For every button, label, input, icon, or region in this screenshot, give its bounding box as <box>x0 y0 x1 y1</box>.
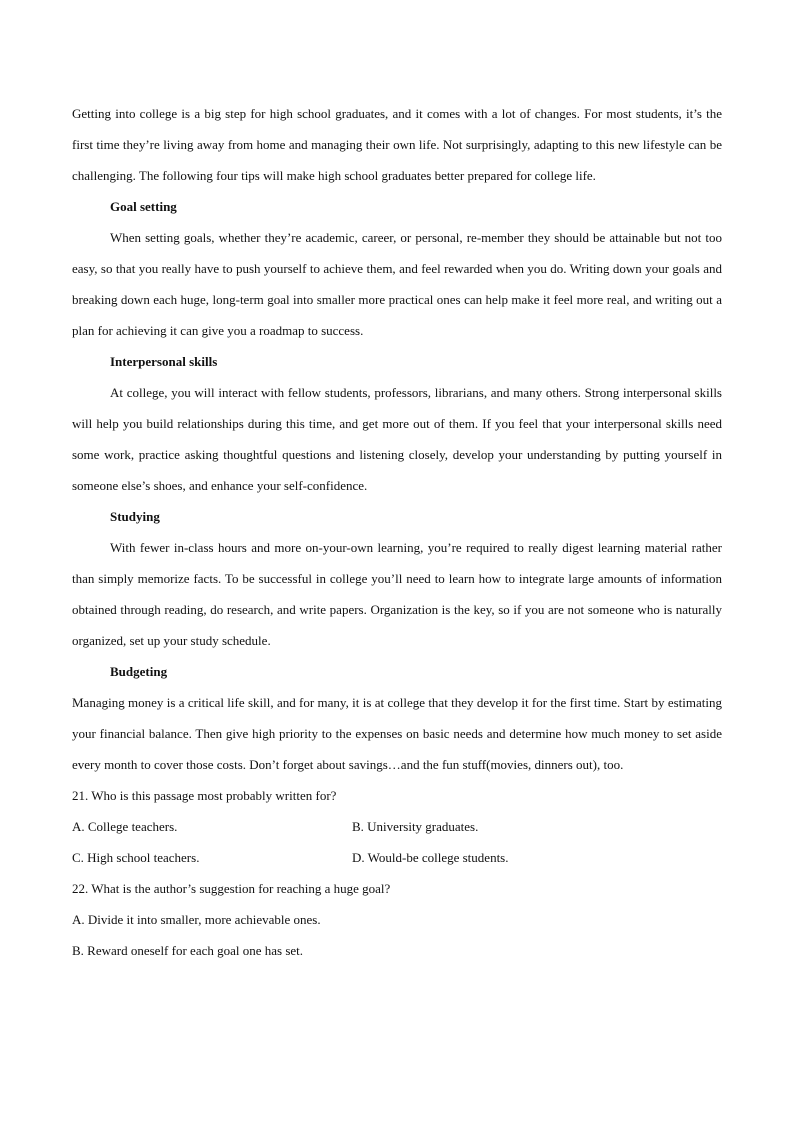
document-page <box>72 98 722 966</box>
section-body-goal-setting: When setting goals, whether they’re academic, career, or personal, re-member they should be attainable but not too easy, so that you really have to push yourself to achieve them, and feel rewarded when you do. Writing down your goals and breaking down each huge, long-term goal into smaller more practical ones can help make it feel more real, and writing out a plan for achieving it can give you a roadmap to success. <box>72 230 722 338</box>
section-heading-interpersonal-skills: Interpersonal skills <box>110 354 218 369</box>
question-21-stem: 21. Who is this passage most probably written for? <box>72 788 337 803</box>
question-21-options-row-2 <box>72 842 722 873</box>
question-22-stem: 22. What is the author’s suggestion for reaching a huge goal? <box>72 881 391 896</box>
section-body-interpersonal-skills: At college, you will interact with fellow students, professors, librarians, and many others. Strong interpersonal skills will help you build relationships during this time, and get more out of them. If you feel that your interpersonal skills need some work, practice asking thoughtful questions and listening closely, develop your understanding by putting yourself in someone else’s shoes, and enhance your self-confidence. <box>72 385 722 493</box>
question-21-options-row-1 <box>72 811 722 842</box>
question-21-option-a: A. College teachers. <box>72 819 178 834</box>
intro-paragraph: Getting into college is a big step for high school graduates, and it comes with a lot of changes. For most students, it’s the first time they’re living away from home and managing their own life. Not surprisingly, adapting to this new lifestyle can be challenging. The following four tips will make high school graduates better prepared for college life. <box>72 106 722 183</box>
question-21-option-d: D. Would-be college students. <box>352 850 509 865</box>
question-22-option-b: B. Reward oneself for each goal one has set. <box>72 943 304 958</box>
section-body-studying: With fewer in-class hours and more on-your-own learning, you’re required to really digest learning material rather than simply memorize facts. To be successful in college you’ll need to learn how to integrate large amounts of information obtained through reading, do research, and write papers. Organization is the key, so if you are not someone who is naturally organized, set up your study schedule. <box>72 540 722 648</box>
question-22-option-a: A. Divide it into smaller, more achievable ones. <box>72 912 321 927</box>
question-21-option-b: B. University graduates. <box>352 819 479 834</box>
question-21-option-c: C. High school teachers. <box>72 850 200 865</box>
section-heading-studying: Studying <box>110 509 160 524</box>
section-body-budgeting: Managing money is a critical life skill, and for many, it is at college that they develop it for the first time. Start by estimating your financial balance. Then give high priority to the expenses on basic needs and determine how much money to set aside every month to cover those costs. Don’t forget about savings…and the fun stuff(movies, dinners out), too. <box>72 695 722 772</box>
section-heading-budgeting: Budgeting <box>110 664 168 679</box>
section-heading-goal-setting: Goal setting <box>110 199 177 214</box>
